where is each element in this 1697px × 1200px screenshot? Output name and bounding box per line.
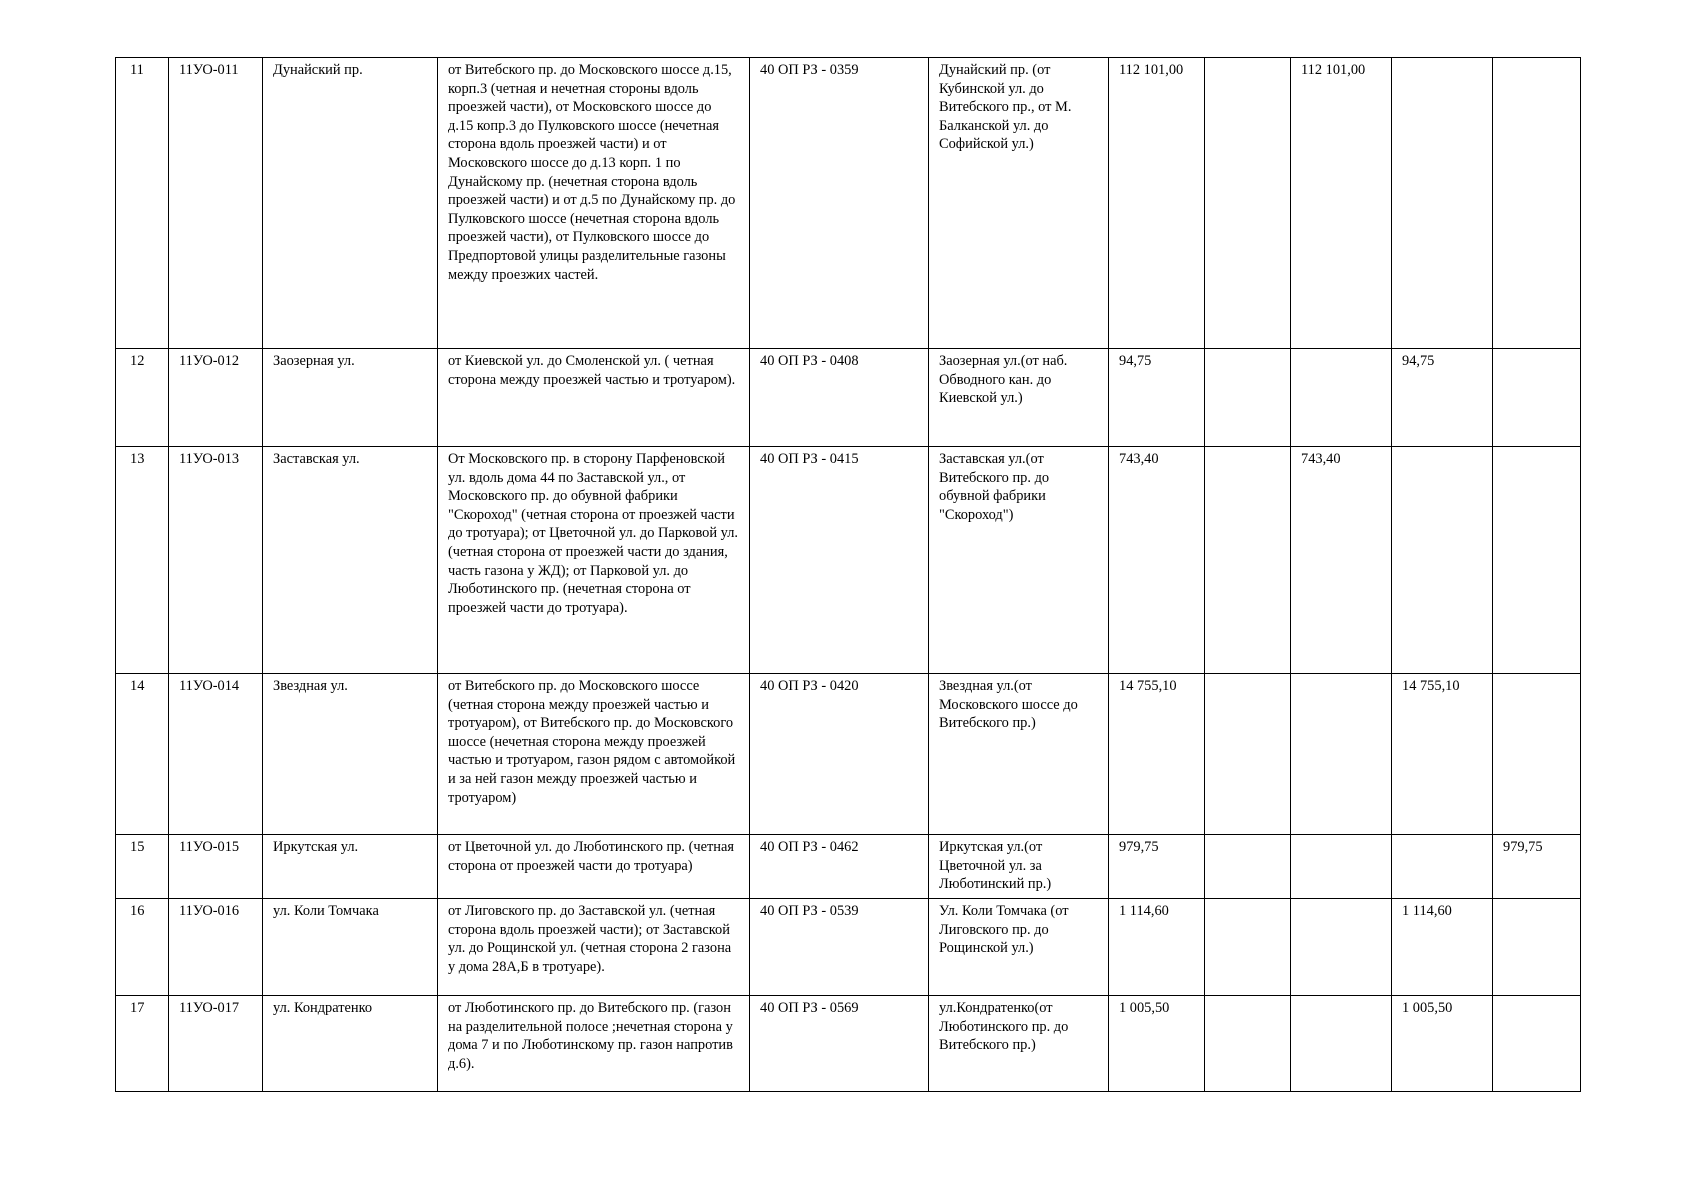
roads-table: [115, 57, 1581, 1092]
area-col-10: 1 005,50: [1392, 996, 1493, 1092]
object-code: 11УО-014: [169, 674, 263, 835]
table-row: [116, 899, 1581, 996]
road-id: 40 ОП РЗ - 0359: [750, 58, 929, 349]
object-code: 11УО-015: [169, 835, 263, 899]
area-col-11: [1493, 58, 1581, 349]
row-number: 17: [116, 996, 169, 1092]
area-description: от Витебского пр. до Московского шоссе д.15, корп.3 (четная и нечетная стороны вдоль проезжей части), от Московского шоссе до д.15 копр.3 до Пулковского шоссе (нечетная сторона вдоль проезжей части) и от Московского шоссе до д.13 корп. 1 по Дунайскому пр. (нечетная сторона вдоль проезжей части) и от д.5 по Дунайскому пр. до Пулковского шоссе (нечетная сторона вдоль проезжей части), от Пулковского шоссе до Предпортовой улицы разделительные газоны между проезжих частей.: [438, 58, 750, 349]
road-name: Ул. Коли Томчака (от Лиговского пр. до Рощинской ул.): [929, 899, 1109, 996]
object-code: 11УО-011: [169, 58, 263, 349]
area-col-11: 979,75: [1493, 835, 1581, 899]
area-col-9: [1291, 899, 1392, 996]
table-row: [116, 996, 1581, 1092]
area-description: от Лиговского пр. до Заставской ул. (четная сторона вдоль проезжей части); от Заставской ул. до Рощинской ул. (четная сторона 2 газона у дома 28А,Б в тротуаре).: [438, 899, 750, 996]
road-id: 40 ОП РЗ - 0569: [750, 996, 929, 1092]
street-name: ул. Коли Томчака: [263, 899, 438, 996]
table-row: [116, 835, 1581, 899]
area-col-9: 743,40: [1291, 447, 1392, 674]
street-name: Звездная ул.: [263, 674, 438, 835]
row-number: 12: [116, 349, 169, 447]
row-number: 15: [116, 835, 169, 899]
area-col-8: [1205, 899, 1291, 996]
area-description: От Московского пр. в сторону Парфеновской ул. вдоль дома 44 по Заставской ул., от Московского пр. до обувной фабрики "Скороход" (четная сторона от проезжей части до тротуара); от Цветочной ул. до Парковой ул.(четная сторона от проезжей части до здания, часть газона у ЖД); от Парковой ул. до Люботинского пр. (нечетная сторона от проезжей части до тротуара).: [438, 447, 750, 674]
street-name: Иркутская ул.: [263, 835, 438, 899]
road-name: Дунайский пр. (от Кубинской ул. до Витебского пр., от М. Балканской ул. до Софийской ул.): [929, 58, 1109, 349]
object-code: 11УО-016: [169, 899, 263, 996]
area-description: от Киевской ул. до Смоленской ул. ( четная сторона между проезжей частью и тротуаром).: [438, 349, 750, 447]
total-area: 112 101,00: [1109, 58, 1205, 349]
street-name: Заозерная ул.: [263, 349, 438, 447]
road-name: Звездная ул.(от Московского шоссе до Витебского пр.): [929, 674, 1109, 835]
area-col-11: [1493, 899, 1581, 996]
total-area: 1 005,50: [1109, 996, 1205, 1092]
area-col-10: [1392, 835, 1493, 899]
area-col-10: [1392, 58, 1493, 349]
road-id: 40 ОП РЗ - 0408: [750, 349, 929, 447]
area-col-8: [1205, 674, 1291, 835]
area-col-10: 14 755,10: [1392, 674, 1493, 835]
area-col-10: 94,75: [1392, 349, 1493, 447]
area-col-8: [1205, 58, 1291, 349]
area-col-8: [1205, 349, 1291, 447]
street-name: Заставская ул.: [263, 447, 438, 674]
area-col-9: [1291, 835, 1392, 899]
street-name: ул. Кондратенко: [263, 996, 438, 1092]
table-row: [116, 58, 1581, 349]
road-name: ул.Кондратенко(от Люботинского пр. до Витебского пр.): [929, 996, 1109, 1092]
total-area: 94,75: [1109, 349, 1205, 447]
total-area: 743,40: [1109, 447, 1205, 674]
row-number: 16: [116, 899, 169, 996]
road-name: Иркутская ул.(от Цветочной ул. за Люботинский пр.): [929, 835, 1109, 899]
road-name: Заозерная ул.(от наб. Обводного кан. до Киевской ул.): [929, 349, 1109, 447]
area-col-10: 1 114,60: [1392, 899, 1493, 996]
area-col-9: [1291, 996, 1392, 1092]
road-id: 40 ОП РЗ - 0539: [750, 899, 929, 996]
table-row: [116, 447, 1581, 674]
area-col-11: [1493, 996, 1581, 1092]
total-area: 1 114,60: [1109, 899, 1205, 996]
area-description: от Люботинского пр. до Витебского пр. (газон на разделительной полосе ;нечетная сторона у дома 7 и по Люботинскому пр. газон напротив д.6).: [438, 996, 750, 1092]
area-col-9: 112 101,00: [1291, 58, 1392, 349]
area-col-11: [1493, 447, 1581, 674]
street-name: Дунайский пр.: [263, 58, 438, 349]
area-col-8: [1205, 447, 1291, 674]
road-id: 40 ОП РЗ - 0420: [750, 674, 929, 835]
row-number: 13: [116, 447, 169, 674]
area-col-11: [1493, 349, 1581, 447]
object-code: 11УО-017: [169, 996, 263, 1092]
object-code: 11УО-013: [169, 447, 263, 674]
road-id: 40 ОП РЗ - 0462: [750, 835, 929, 899]
road-name: Заставская ул.(от Витебского пр. до обувной фабрики "Скороход"): [929, 447, 1109, 674]
row-number: 11: [116, 58, 169, 349]
area-col-10: [1392, 447, 1493, 674]
table-row: [116, 349, 1581, 447]
table-row: [116, 674, 1581, 835]
total-area: 979,75: [1109, 835, 1205, 899]
object-code: 11УО-012: [169, 349, 263, 447]
road-id: 40 ОП РЗ - 0415: [750, 447, 929, 674]
row-number: 14: [116, 674, 169, 835]
area-description: от Цветочной ул. до Люботинского пр. (четная сторона от проезжей части до тротуара): [438, 835, 750, 899]
area-col-8: [1205, 835, 1291, 899]
area-col-9: [1291, 674, 1392, 835]
area-description: от Витебского пр. до Московского шоссе (четная сторона между проезжей частью и тротуаром), от Витебского пр. до Московского шоссе (нечетная сторона между проезжей частью и тротуаром, газон рядом с автомойкой и за ней газон между проезжей частью и тротуаром): [438, 674, 750, 835]
total-area: 14 755,10: [1109, 674, 1205, 835]
area-col-11: [1493, 674, 1581, 835]
area-col-9: [1291, 349, 1392, 447]
area-col-8: [1205, 996, 1291, 1092]
